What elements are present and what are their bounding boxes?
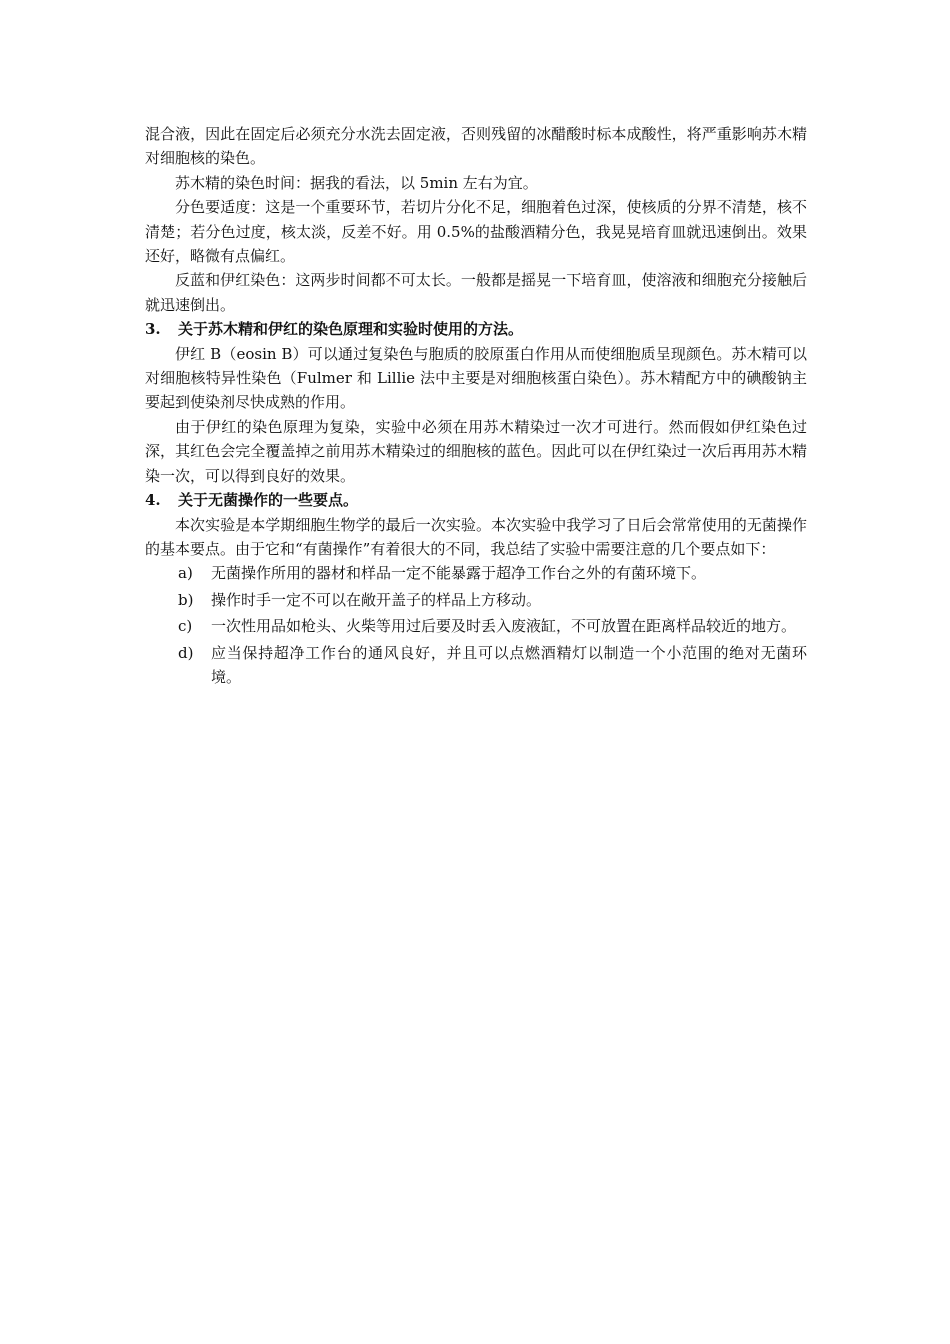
- section-3-paragraph-2: 由于伊红的染色原理为复染，实验中必须在用苏木精染过一次才可进行。然而假如伊红染色过深，其红色会完全覆盖掉之前用苏木精染过的细胞核的蓝色。因此可以在伊红染过一次后再用苏木精染一次，可以得到良好的效果。: [145, 417, 807, 485]
- section-4-title: 关于无菌操作的一些要点。: [178, 491, 359, 510]
- section-3-number: 3.: [145, 320, 161, 339]
- paragraph-staining-time: 苏木精的染色时间：据我的看法，以 5min 左右为宜。: [175, 173, 538, 192]
- section-3-title: 关于苏木精和伊红的染色原理和实验时使用的方法。: [178, 320, 524, 339]
- list-marker: a): [178, 564, 193, 583]
- list-item: [145, 588, 807, 612]
- paragraph-differentiation: 分色要适度：这是一个重要环节，若切片分化不足，细胞着色过深，使核质的分界不清楚，核不清楚；若分色过度，核太淡，反差不好。用 0.5%的盐酸酒精分色，我晃晃培育皿就迅速倒出。效果还好，略微有点偏红。: [145, 198, 807, 266]
- list-item: [145, 561, 807, 585]
- paragraph-continuation: 混合液，因此在固定后必须充分水洗去固定液，否则残留的冰醋酸时标本成酸性，将严重影响苏木精对细胞核的染色。: [145, 125, 807, 168]
- list-item: [145, 641, 807, 690]
- list-item-text: 操作时手一定不可以在敞开盖子的样品上方移动。: [211, 590, 542, 609]
- list-marker: c): [178, 617, 193, 636]
- section-4-number: 4.: [145, 491, 161, 510]
- section-4-heading: [145, 488, 807, 512]
- section-4-paragraph: 本次实验是本学期细胞生物学的最后一次实验。本次实验中我学习了日后会常常使用的无菌操作的基本要点。由于它和“有菌操作”有着很大的不同，我总结了实验中需要注意的几个要点如下：: [145, 515, 807, 558]
- aseptic-points-list: [145, 561, 807, 689]
- paragraph-bluing-eosin: 反蓝和伊红染色：这两步时间都不可太长。一般都是摇晃一下培育皿，使溶液和细胞充分接触后就迅速倒出。: [145, 271, 807, 314]
- list-marker: d): [178, 643, 194, 662]
- section-3-paragraph-1: 伊红 B（eosin B）可以通过复染色与胞质的胶原蛋白作用从而使细胞质呈现颜色。苏木精可以对细胞核特异性染色（Fulmer 和 Lillie 法中主要是对细胞核蛋白染色）。苏木精配方中的碘酸钠主要起到使染剂尽快成熟的作用。: [145, 344, 807, 412]
- list-item: [145, 614, 807, 638]
- list-item-text: 无菌操作所用的器材和样品一定不能暴露于超净工作台之外的有菌环境下。: [211, 564, 707, 583]
- list-marker: b): [178, 590, 194, 609]
- document-page: [145, 122, 807, 691]
- section-3-heading: [145, 317, 807, 341]
- list-item-text: 一次性用品如枪头、火柴等用过后要及时丢入废液缸，不可放置在距离样品较近的地方。: [211, 617, 797, 636]
- list-item-text: 应当保持超净工作台的通风良好，并且可以点燃酒精灯以制造一个小范围的绝对无菌环境。: [211, 643, 807, 686]
